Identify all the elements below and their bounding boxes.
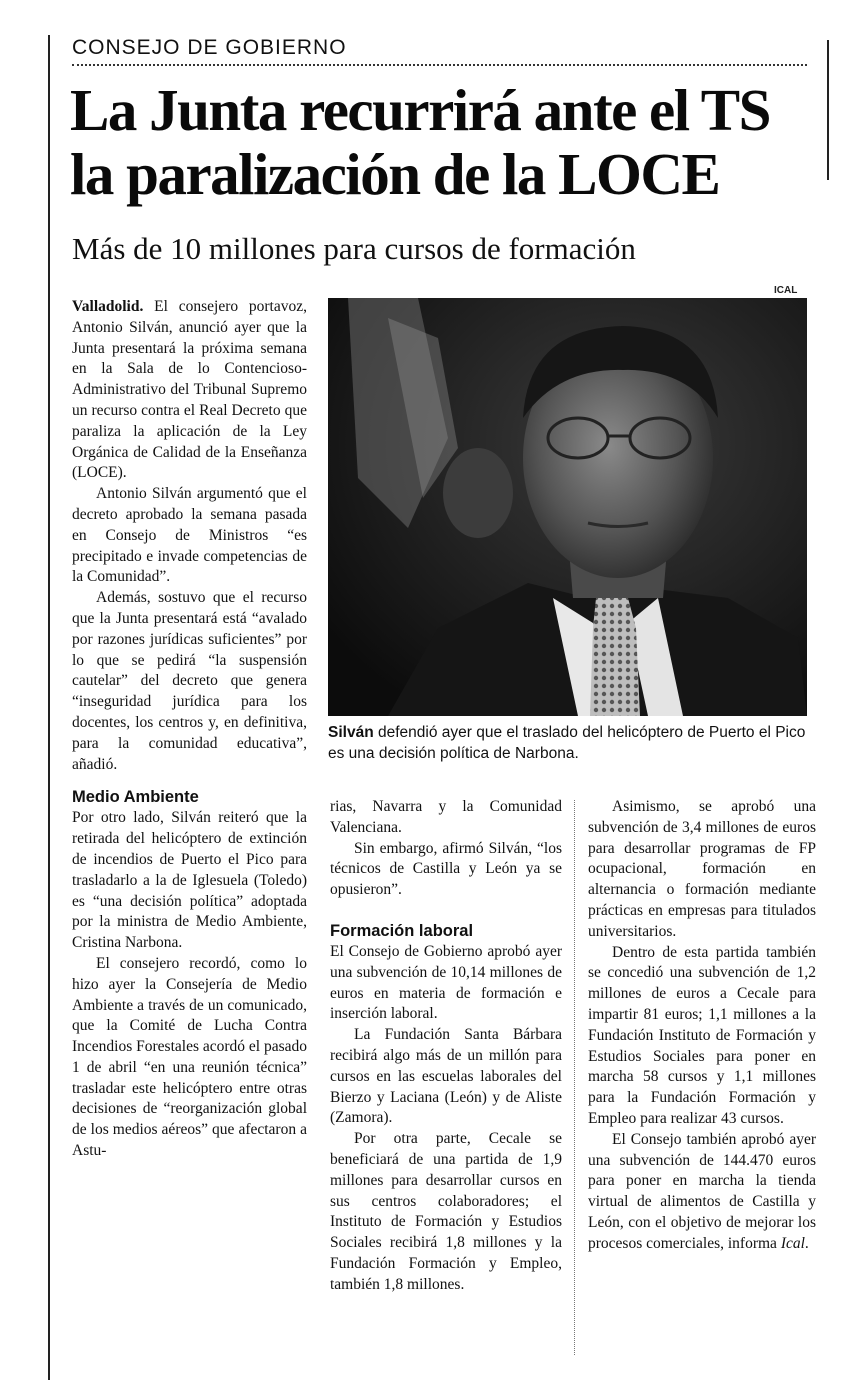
paragraph: La Fundación Santa Bárbara recibirá algo más de un millón para cursos en las escuelas laborales del Bierzo y Laciana (León) y de Aliste (Zamora). xyxy=(330,1026,562,1127)
headline xyxy=(70,78,810,206)
source-agency: Ical xyxy=(780,1234,805,1252)
paragraph: rias, Navarra y la Comunidad Valenciana. xyxy=(330,798,562,836)
paragraph xyxy=(588,1130,816,1255)
article-column-1 xyxy=(72,297,307,1162)
photo-credit: ICAL xyxy=(774,285,798,296)
paragraph: Por otra parte, Cecale se beneficiará de una partida de 1,9 millones para desarrollar cursos en sus centros colaboradores; el Instituto de Formación y Estudios Sociales recibirá 1,8 millones y la Fundación Formación y Empleo, también 1,8 millones. xyxy=(330,1130,562,1293)
paragraph: Además, sostuvo que el recurso que la Junta presentará está “avalado por razones jurídicas suficientes” por lo que se pedirá “la suspensión cautelar” del decreto que genera “inseguridad jurídica para los docentes, los centros y, en definitiva, para la comunidad educativa”, añadió. xyxy=(72,589,307,773)
paragraph: Dentro de esta partida también se concedió una subvención de 1,2 millones de euros a Cecale para impartir 81 euros; 1,1 millones a la Fundación Instituto de Formación y Estudios Sociales para poner en marcha 58 cursos y 1,1 millones para la Fundación Formación y Empleo para realizar 43 cursos. xyxy=(588,943,816,1127)
article-column-3 xyxy=(588,797,816,1255)
paragraph-end: . xyxy=(804,1234,809,1252)
paragraph: Por otro lado, Silván reiteró que la retirada del helicóptero de extinción de incendios de Puerto el Pico para trasladarlo a la de Iglesuela (Toledo) es “una decisión política” adoptada por la ministra de Medio Ambiente, Cristina Narbona. xyxy=(72,809,307,952)
photo-caption xyxy=(328,722,808,764)
subheadline: Más de 10 millones para cursos de formación xyxy=(72,231,636,266)
headline-line-1: La Junta recurrirá ante el TS xyxy=(70,77,770,143)
subheading-formacion-laboral: Formación laboral xyxy=(330,921,474,940)
article-column-2 xyxy=(330,797,562,1296)
paragraph: El consejero recordó, como lo hizo ayer la Consejería de Medio Ambiente a través de un comunicado, que la Comité de Lucha Contra Incendios Forestales acordó el pasado 1 de abril “en una reunión técnica” trasladar este helicóptero entre otras decisiones de “reorganización global de los medios aéreos” que afectaron a Astu- xyxy=(72,954,308,1160)
paragraph: Antonio Silván argumentó que el decreto aprobado la semana pasada en Consejo de Ministros “es precipitado e invade competencias de la Comunidad”. xyxy=(72,485,307,586)
column-divider xyxy=(574,800,575,1355)
caption-name: Silván xyxy=(328,724,374,741)
paragraph: Sin embargo, afirmó Silván, “los técnicos de Castilla y León ya se opusieron”. xyxy=(330,839,562,899)
section-tag: CONSEJO DE GOBIERNO xyxy=(72,36,347,59)
paragraph-text: El consejero portavoz, Antonio Silván, anunció ayer que la Junta presentará la próxima semana en la Sala de lo Contencioso-Administrativo del Tribunal Supremo un recurso contra el Real Decreto que paraliza la aplicación de la Ley Orgánica de Calidad de la Enseñanza (LOCE). xyxy=(72,298,307,482)
dateline: Valladolid. xyxy=(72,298,144,315)
headline-line-2: la paralización de la LOCE xyxy=(70,141,720,207)
subheading-medio-ambiente: Medio Ambiente xyxy=(72,788,199,807)
paragraph-text: El Consejo también aprobó ayer una subvención de 144.470 euros para poner en marcha la tienda virtual de alimentos de Castilla y León, con el objetivo de mejorar los procesos comerciales, informa xyxy=(588,1130,816,1252)
left-margin-line xyxy=(48,35,50,1380)
paragraph: Asimismo, se aprobó una subvención de 3,4 millones de euros para desarrollar programas de FP ocupacional, formación en alternancia o formación mediante prácticas en empresas para titulados universitarios. xyxy=(588,798,816,940)
paragraph: El Consejo de Gobierno aprobó ayer una subvención de 10,14 millones de euros en materia de formación e inserción laboral. xyxy=(330,942,562,1023)
paragraph xyxy=(72,297,307,484)
section-rule xyxy=(72,64,807,66)
right-margin-line xyxy=(827,40,829,180)
portrait-photo xyxy=(328,298,807,716)
portrait-image xyxy=(328,298,807,716)
caption-text: defendió ayer que el traslado del helicóptero de Puerto el Pico es una decisión política de Narbona. xyxy=(328,724,806,762)
